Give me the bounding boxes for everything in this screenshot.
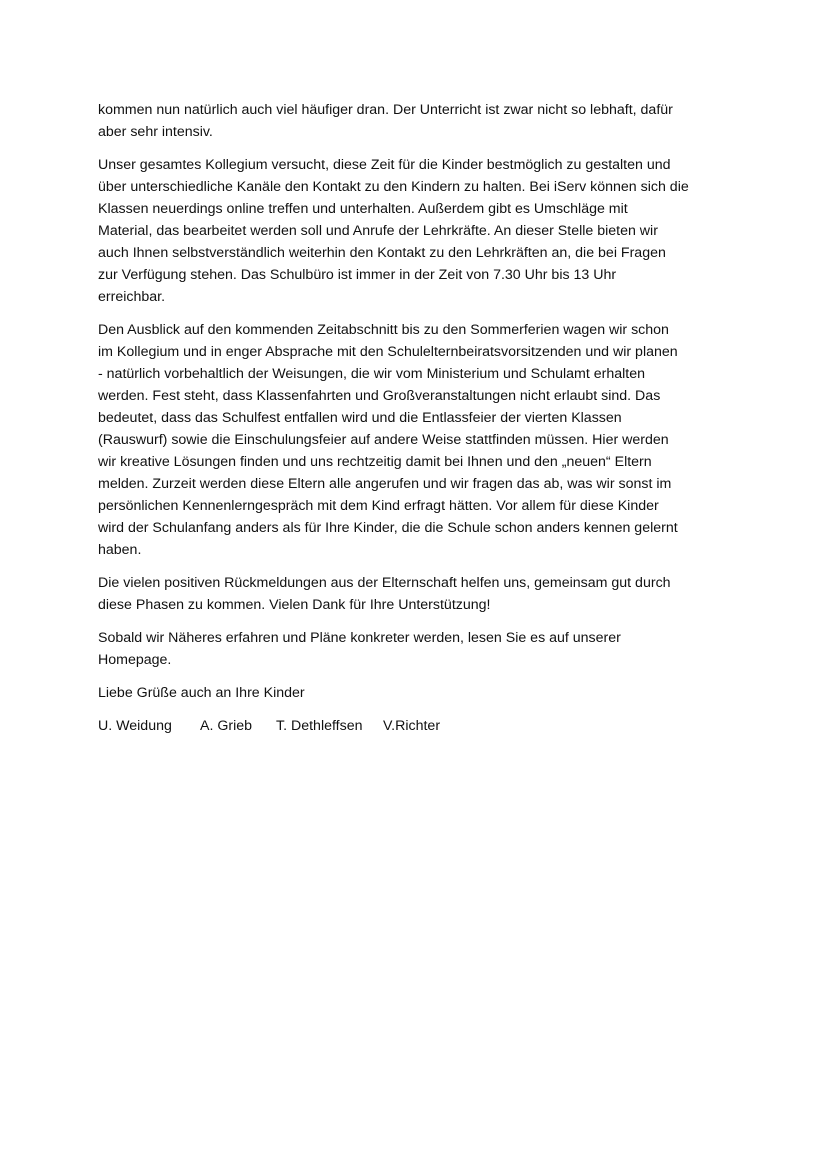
signature-name: V.Richter	[383, 718, 441, 734]
text-line: Die vielen positiven Rückmeldungen aus der Elternschaft helfen uns, gemeinsam gut durch	[98, 575, 671, 591]
paragraph-lesson-intensity	[98, 99, 728, 143]
text-line: Sobald wir Näheres erfahren und Pläne konkreter werden, lesen Sie es auf unserer	[98, 630, 621, 646]
text-line: kommen nun natürlich auch viel häufiger dran. Der Unterricht ist zwar nicht so lebhaft, dafür	[98, 102, 673, 118]
text-line: haben.	[98, 542, 142, 558]
letter-body	[98, 99, 728, 737]
text-line: Den Ausblick auf den kommenden Zeitabschnitt bis zu den Sommerferien wagen wir schon	[98, 322, 669, 338]
paragraph-summer-outlook	[98, 319, 728, 561]
text-line: diese Phasen zu kommen. Vielen Dank für Ihre Unterstützung!	[98, 597, 491, 613]
text-line: wir kreative Lösungen finden und uns rechtzeitig damit bei Ihnen und den „neuen“ Eltern	[98, 454, 652, 470]
text-line: melden. Zurzeit werden diese Eltern alle angerufen und wir fragen das ab, was wir sonst im	[98, 476, 672, 492]
text-line: Liebe Grüße auch an Ihre Kinder	[98, 685, 305, 701]
text-line: werden. Fest steht, dass Klassenfahrten und Großveranstaltungen nicht erlaubt sind. Das	[98, 388, 661, 404]
text-line: bedeutet, dass das Schulfest entfallen wird und die Entlassfeier der vierten Klassen	[98, 410, 622, 426]
text-line: - natürlich vorbehaltlich der Weisungen, die wir vom Ministerium und Schulamt erhalten	[98, 366, 645, 382]
text-line: erreichbar.	[98, 289, 166, 305]
text-line: Homepage.	[98, 652, 172, 668]
text-line: über unterschiedliche Kanäle den Kontakt zu den Kindern zu halten. Bei iServ können sich die	[98, 179, 689, 195]
signature-line	[98, 715, 728, 737]
paragraph-homepage-note	[98, 627, 728, 671]
text-line: auch Ihnen selbstverständlich weiterhin den Kontakt zu den Lehrkräften an, die bei Fragen	[98, 245, 666, 261]
text-line: persönlichen Kennenlerngespräch mit dem Kind erfragt hätten. Vor allem für diese Kinder	[98, 498, 659, 514]
text-line: aber sehr intensiv.	[98, 124, 213, 140]
text-line: (Rauswurf) sowie die Einschulungsfeier auf andere Weise stattfinden müssen. Hier werden	[98, 432, 669, 448]
closing-greeting	[98, 682, 728, 704]
paragraph-staff-contact	[98, 154, 728, 308]
signature-name: U. Weidung	[98, 718, 172, 734]
text-line: Unser gesamtes Kollegium versucht, diese Zeit für die Kinder bestmöglich zu gestalten und	[98, 157, 671, 173]
text-line: im Kollegium und in enger Absprache mit den Schulelternbeiratsvorsitzenden und wir planen	[98, 344, 678, 360]
signature-name: A. Grieb	[200, 718, 253, 734]
text-line: Material, das bearbeitet werden soll und Anrufe der Lehrkräfte. An dieser Stelle bieten wir	[98, 223, 658, 239]
text-line: wird der Schulanfang anders als für Ihre Kinder, die die Schule schon anders kennen gelernt	[98, 520, 678, 536]
signature-name: T. Dethleffsen	[276, 718, 363, 734]
text-line: zur Verfügung stehen. Das Schulbüro ist immer in der Zeit von 7.30 Uhr bis 13 Uhr	[98, 267, 617, 283]
text-line: Klassen neuerdings online treffen und unterhalten. Außerdem gibt es Umschläge mit	[98, 201, 628, 217]
paragraph-thanks	[98, 572, 728, 616]
